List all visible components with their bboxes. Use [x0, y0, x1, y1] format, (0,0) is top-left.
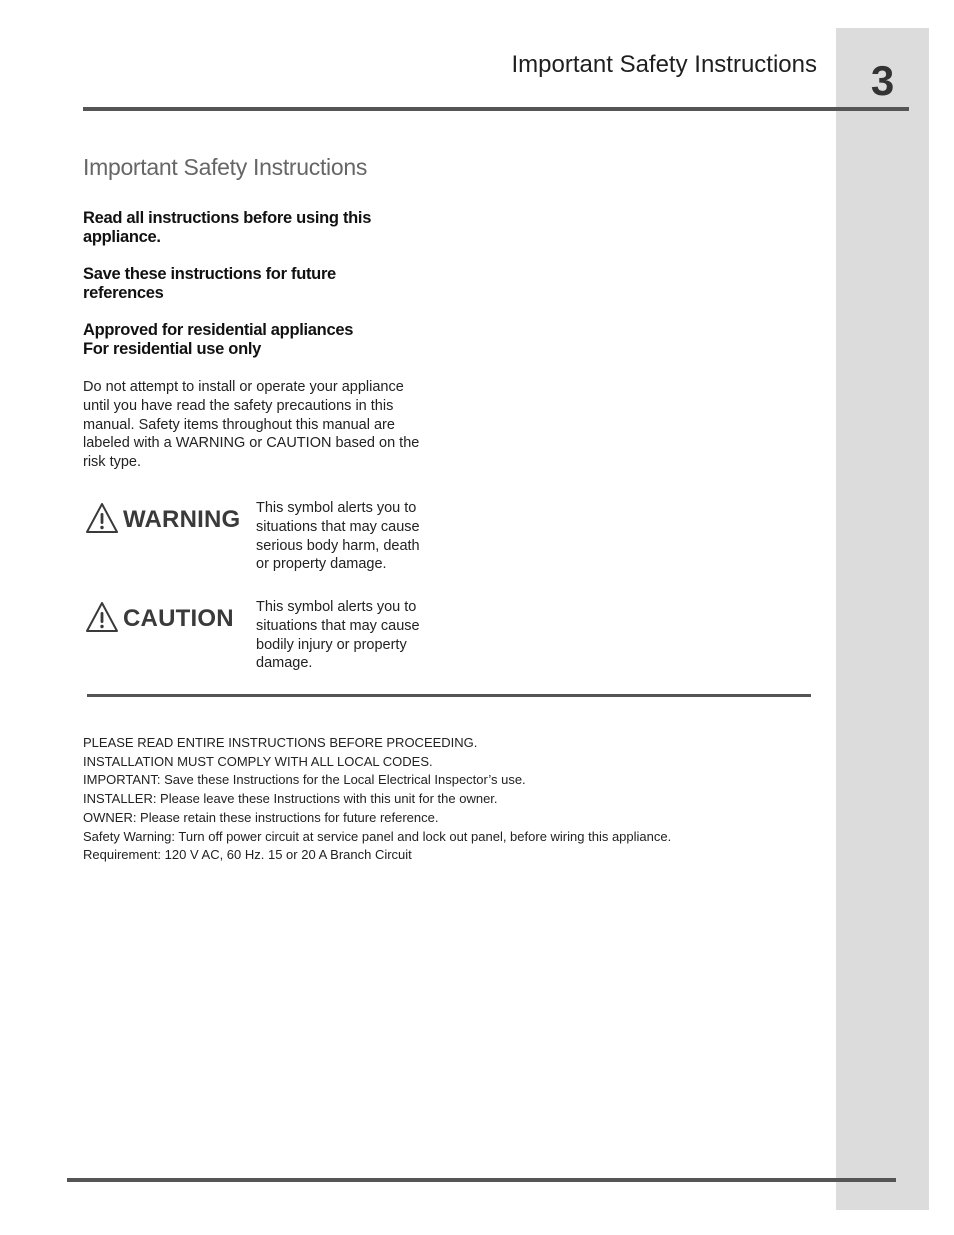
- warning-symbol: [85, 502, 250, 542]
- note-read-instructions: [83, 209, 413, 247]
- page-number: 3: [870, 57, 895, 104]
- notice-line: PLEASE READ ENTIRE INSTRUCTIONS BEFORE PROCEEDING.: [83, 735, 478, 750]
- installation-notices: [83, 734, 823, 865]
- warning-triangle-icon: [85, 502, 119, 534]
- side-tab: [836, 28, 929, 1210]
- note-save-instructions: [83, 265, 413, 303]
- note-line: Approved for residential appliances: [83, 321, 354, 339]
- description-line: situations that may cause: [256, 518, 420, 535]
- intro-line: risk type.: [83, 454, 142, 471]
- section-divider: [87, 694, 811, 697]
- warning-triangle-icon: [85, 601, 119, 633]
- description-line: or property damage.: [256, 556, 387, 573]
- notice-line: IMPORTANT: Save these Instructions for the Local Electrical Inspector’s use.: [83, 772, 526, 788]
- description-line: This symbol alerts you to: [256, 500, 417, 516]
- warning-signal-word: WARNING: [123, 506, 241, 533]
- notice-line: Safety Warning: Turn off power circuit at service panel and lock out panel, before wiring this appliance.: [83, 828, 672, 844]
- intro-line: until you have read the safety precautions in this: [83, 397, 394, 414]
- note-line: references: [83, 284, 164, 302]
- notice-line: INSTALLER: Please leave these Instructions with this unit for the owner.: [83, 791, 498, 807]
- description-line: damage.: [256, 655, 313, 672]
- notice-line: OWNER: Please retain these instructions for future reference.: [83, 809, 439, 825]
- caution-description: [256, 598, 436, 673]
- description-line: This symbol alerts you to: [256, 599, 417, 615]
- caution-signal-word: CAUTION: [123, 605, 234, 632]
- intro-line: Do not attempt to install or operate your appliance: [83, 379, 404, 395]
- note-line: appliance.: [83, 228, 161, 246]
- header-rule: [83, 107, 909, 111]
- note-line: Read all instructions before using this: [83, 209, 372, 227]
- description-line: bodily injury or property: [256, 636, 407, 653]
- intro-line: labeled with a WARNING or CAUTION based on the: [83, 435, 420, 452]
- notice-line: INSTALLATION MUST COMPLY WITH ALL LOCAL CODES.: [83, 753, 433, 769]
- note-line: Save these instructions for future: [83, 265, 336, 283]
- description-line: serious body harm, death: [256, 537, 420, 554]
- description-line: situations that may cause: [256, 617, 420, 634]
- warning-description: [256, 499, 436, 574]
- footer-rule: [67, 1178, 896, 1182]
- intro-paragraph: [83, 378, 433, 472]
- running-header-title: Important Safety Instructions: [511, 51, 817, 78]
- caution-symbol: [85, 601, 250, 641]
- note-line: For residential use only: [83, 340, 262, 358]
- intro-line: manual. Safety items throughout this manual are: [83, 416, 395, 433]
- note-residential-use: [83, 321, 413, 359]
- notice-line: Requirement: 120 V AC, 60 Hz. 15 or 20 A Branch Circuit: [83, 847, 412, 863]
- section-heading: Important Safety Instructions: [83, 154, 368, 180]
